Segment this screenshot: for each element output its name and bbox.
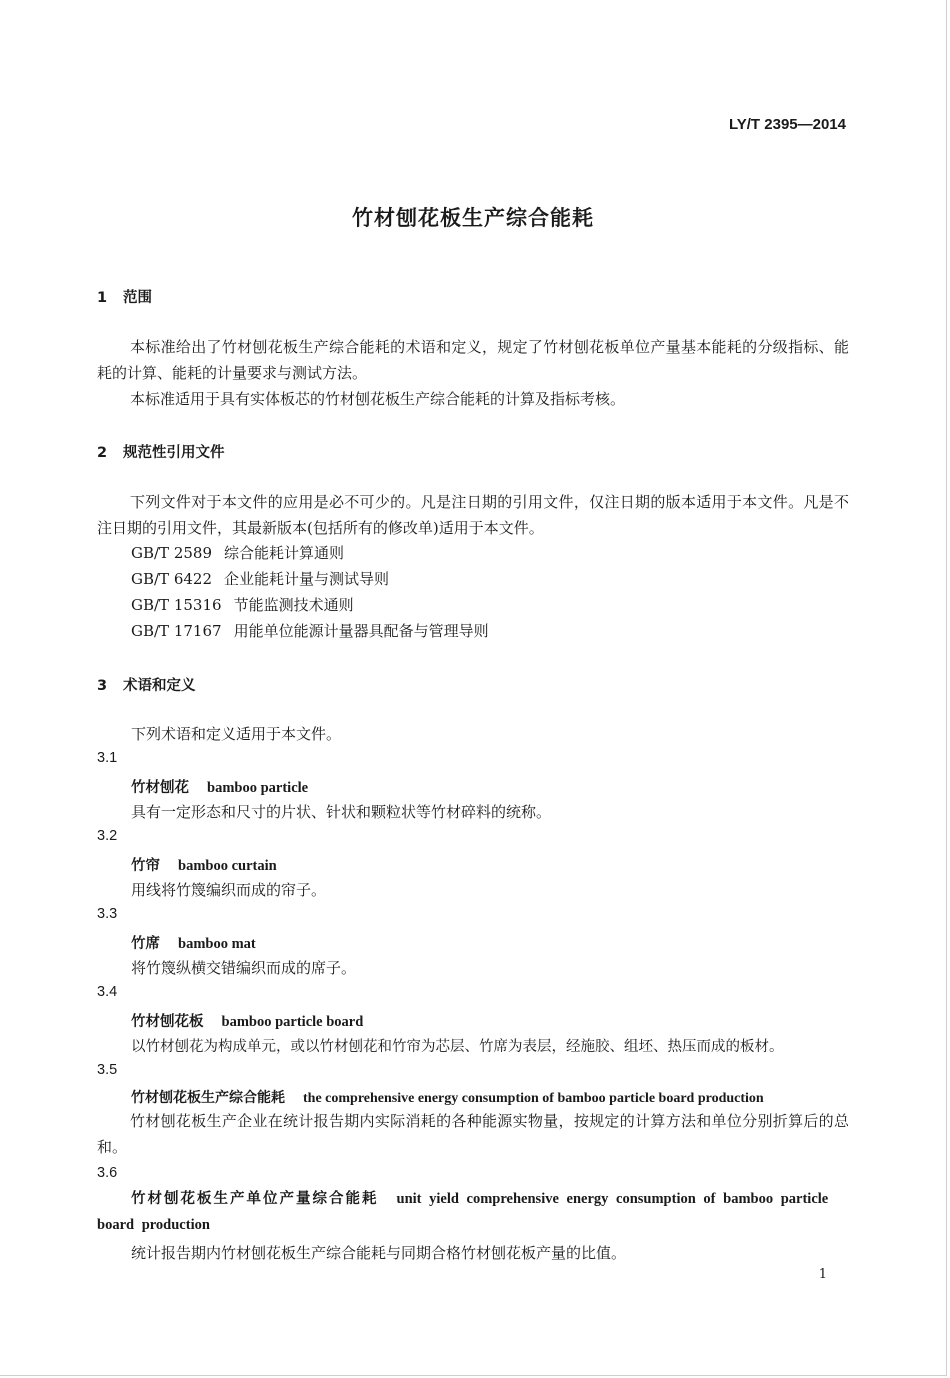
document-title: 竹材刨花板生产综合能耗 bbox=[352, 206, 594, 230]
page-number: 1 bbox=[818, 1267, 827, 1282]
section-2-body bbox=[97, 489, 849, 541]
section-title: 范围 bbox=[123, 290, 152, 306]
term-en: bamboo mat bbox=[178, 936, 256, 952]
term-heading bbox=[131, 932, 256, 953]
reference-code: GB/T 2589 bbox=[131, 544, 213, 562]
term-en: unit yield comprehensive energy consumption of bamboo particle board production bbox=[97, 1191, 829, 1233]
term-heading bbox=[131, 1087, 764, 1107]
paragraph: 本标准给出了竹材刨花板生产综合能耗的术语和定义，规定了竹材刨花板单位产量基本能耗的分级指标、能耗的计算、能耗的计量要求与测试方法。 bbox=[97, 338, 849, 382]
standard-number: LY/T 2395—2014 bbox=[728, 116, 846, 133]
clause-number: 3.2 bbox=[97, 828, 118, 844]
reference-code: GB/T 15316 bbox=[131, 596, 222, 614]
term-definition: 统计报告期内竹材刨花板生产综合能耗与同期合格竹材刨花板产量的比值。 bbox=[131, 1244, 627, 1262]
term-zh: 竹材刨花板生产综合能耗 bbox=[131, 1090, 285, 1106]
reference-item bbox=[131, 594, 354, 615]
term-en: bamboo particle bbox=[207, 780, 309, 796]
section-3-heading bbox=[97, 674, 196, 695]
clause-number: 3.6 bbox=[97, 1165, 118, 1181]
paragraph: 本标准适用于具有实体板芯的竹材刨花板生产综合能耗的计算及指标考核。 bbox=[130, 390, 626, 408]
reference-code: GB/T 17167 bbox=[131, 622, 222, 640]
reference-title: 节能监测技术通则 bbox=[233, 596, 354, 614]
clause-number: 3.3 bbox=[97, 906, 118, 922]
section-number: 3 bbox=[97, 678, 108, 694]
term-en: bamboo particle board bbox=[221, 1014, 364, 1030]
term-en: bamboo curtain bbox=[178, 858, 277, 874]
term-heading bbox=[131, 854, 277, 875]
reference-item bbox=[131, 568, 389, 589]
reference-code: GB/T 6422 bbox=[131, 570, 213, 588]
paragraph: 下列文件对于本文件的应用是必不可少的。凡是注日期的引用文件，仅注日期的版本适用于本文件。凡是不注日期的引用文件，其最新版本(包括所有的修改单)适用于本文件。 bbox=[97, 493, 849, 537]
section-title: 规范性引用文件 bbox=[123, 445, 225, 461]
term-definition: 具有一定形态和尺寸的片状、针状和颗粒状等竹材碎料的统称。 bbox=[131, 803, 552, 821]
section-number: 1 bbox=[97, 290, 108, 306]
section-title: 术语和定义 bbox=[123, 678, 196, 694]
term-heading bbox=[97, 1186, 849, 1238]
reference-item bbox=[131, 620, 489, 641]
reference-title: 综合能耗计算通则 bbox=[224, 544, 345, 562]
term-heading bbox=[131, 1010, 363, 1031]
term-zh: 竹材刨花板生产单位产量综合能耗 bbox=[131, 1191, 379, 1207]
term-definition: 竹材刨花板生产企业在统计报告期内实际消耗的各种能源实物量，按规定的计算方法和单位分别折算后的总和。 bbox=[97, 1112, 849, 1156]
term-zh: 竹帘 bbox=[131, 858, 160, 874]
term-heading bbox=[131, 776, 308, 797]
section-2-heading bbox=[97, 441, 225, 462]
term-definition: 以竹材刨花为构成单元，或以竹材刨花和竹帘为芯层、竹席为表层，经施胶、组坯、热压而成的板材。 bbox=[131, 1039, 784, 1055]
reference-title: 企业能耗计量与测试导则 bbox=[224, 570, 390, 588]
clause-number: 3.4 bbox=[97, 984, 118, 1000]
clause-number: 3.5 bbox=[97, 1062, 118, 1078]
section-number: 2 bbox=[97, 445, 108, 461]
term-en: the comprehensive energy consumption of bamboo particle board production bbox=[303, 1091, 764, 1106]
section-3-intro: 下列术语和定义适用于本文件。 bbox=[131, 725, 342, 743]
section-1-body bbox=[97, 334, 849, 412]
term-definition-block bbox=[97, 1108, 849, 1160]
clause-number: 3.1 bbox=[97, 750, 118, 766]
reference-title: 用能单位能源计量器具配备与管理导则 bbox=[233, 622, 489, 640]
reference-item bbox=[131, 542, 344, 563]
term-zh: 竹席 bbox=[131, 936, 160, 952]
term-zh: 竹材刨花 bbox=[131, 780, 189, 796]
term-definition: 将竹篾纵横交错编织而成的席子。 bbox=[131, 959, 357, 977]
section-1-heading bbox=[97, 286, 152, 307]
term-zh: 竹材刨花板 bbox=[131, 1014, 204, 1030]
term-definition: 用线将竹篾编织而成的帘子。 bbox=[131, 881, 327, 899]
